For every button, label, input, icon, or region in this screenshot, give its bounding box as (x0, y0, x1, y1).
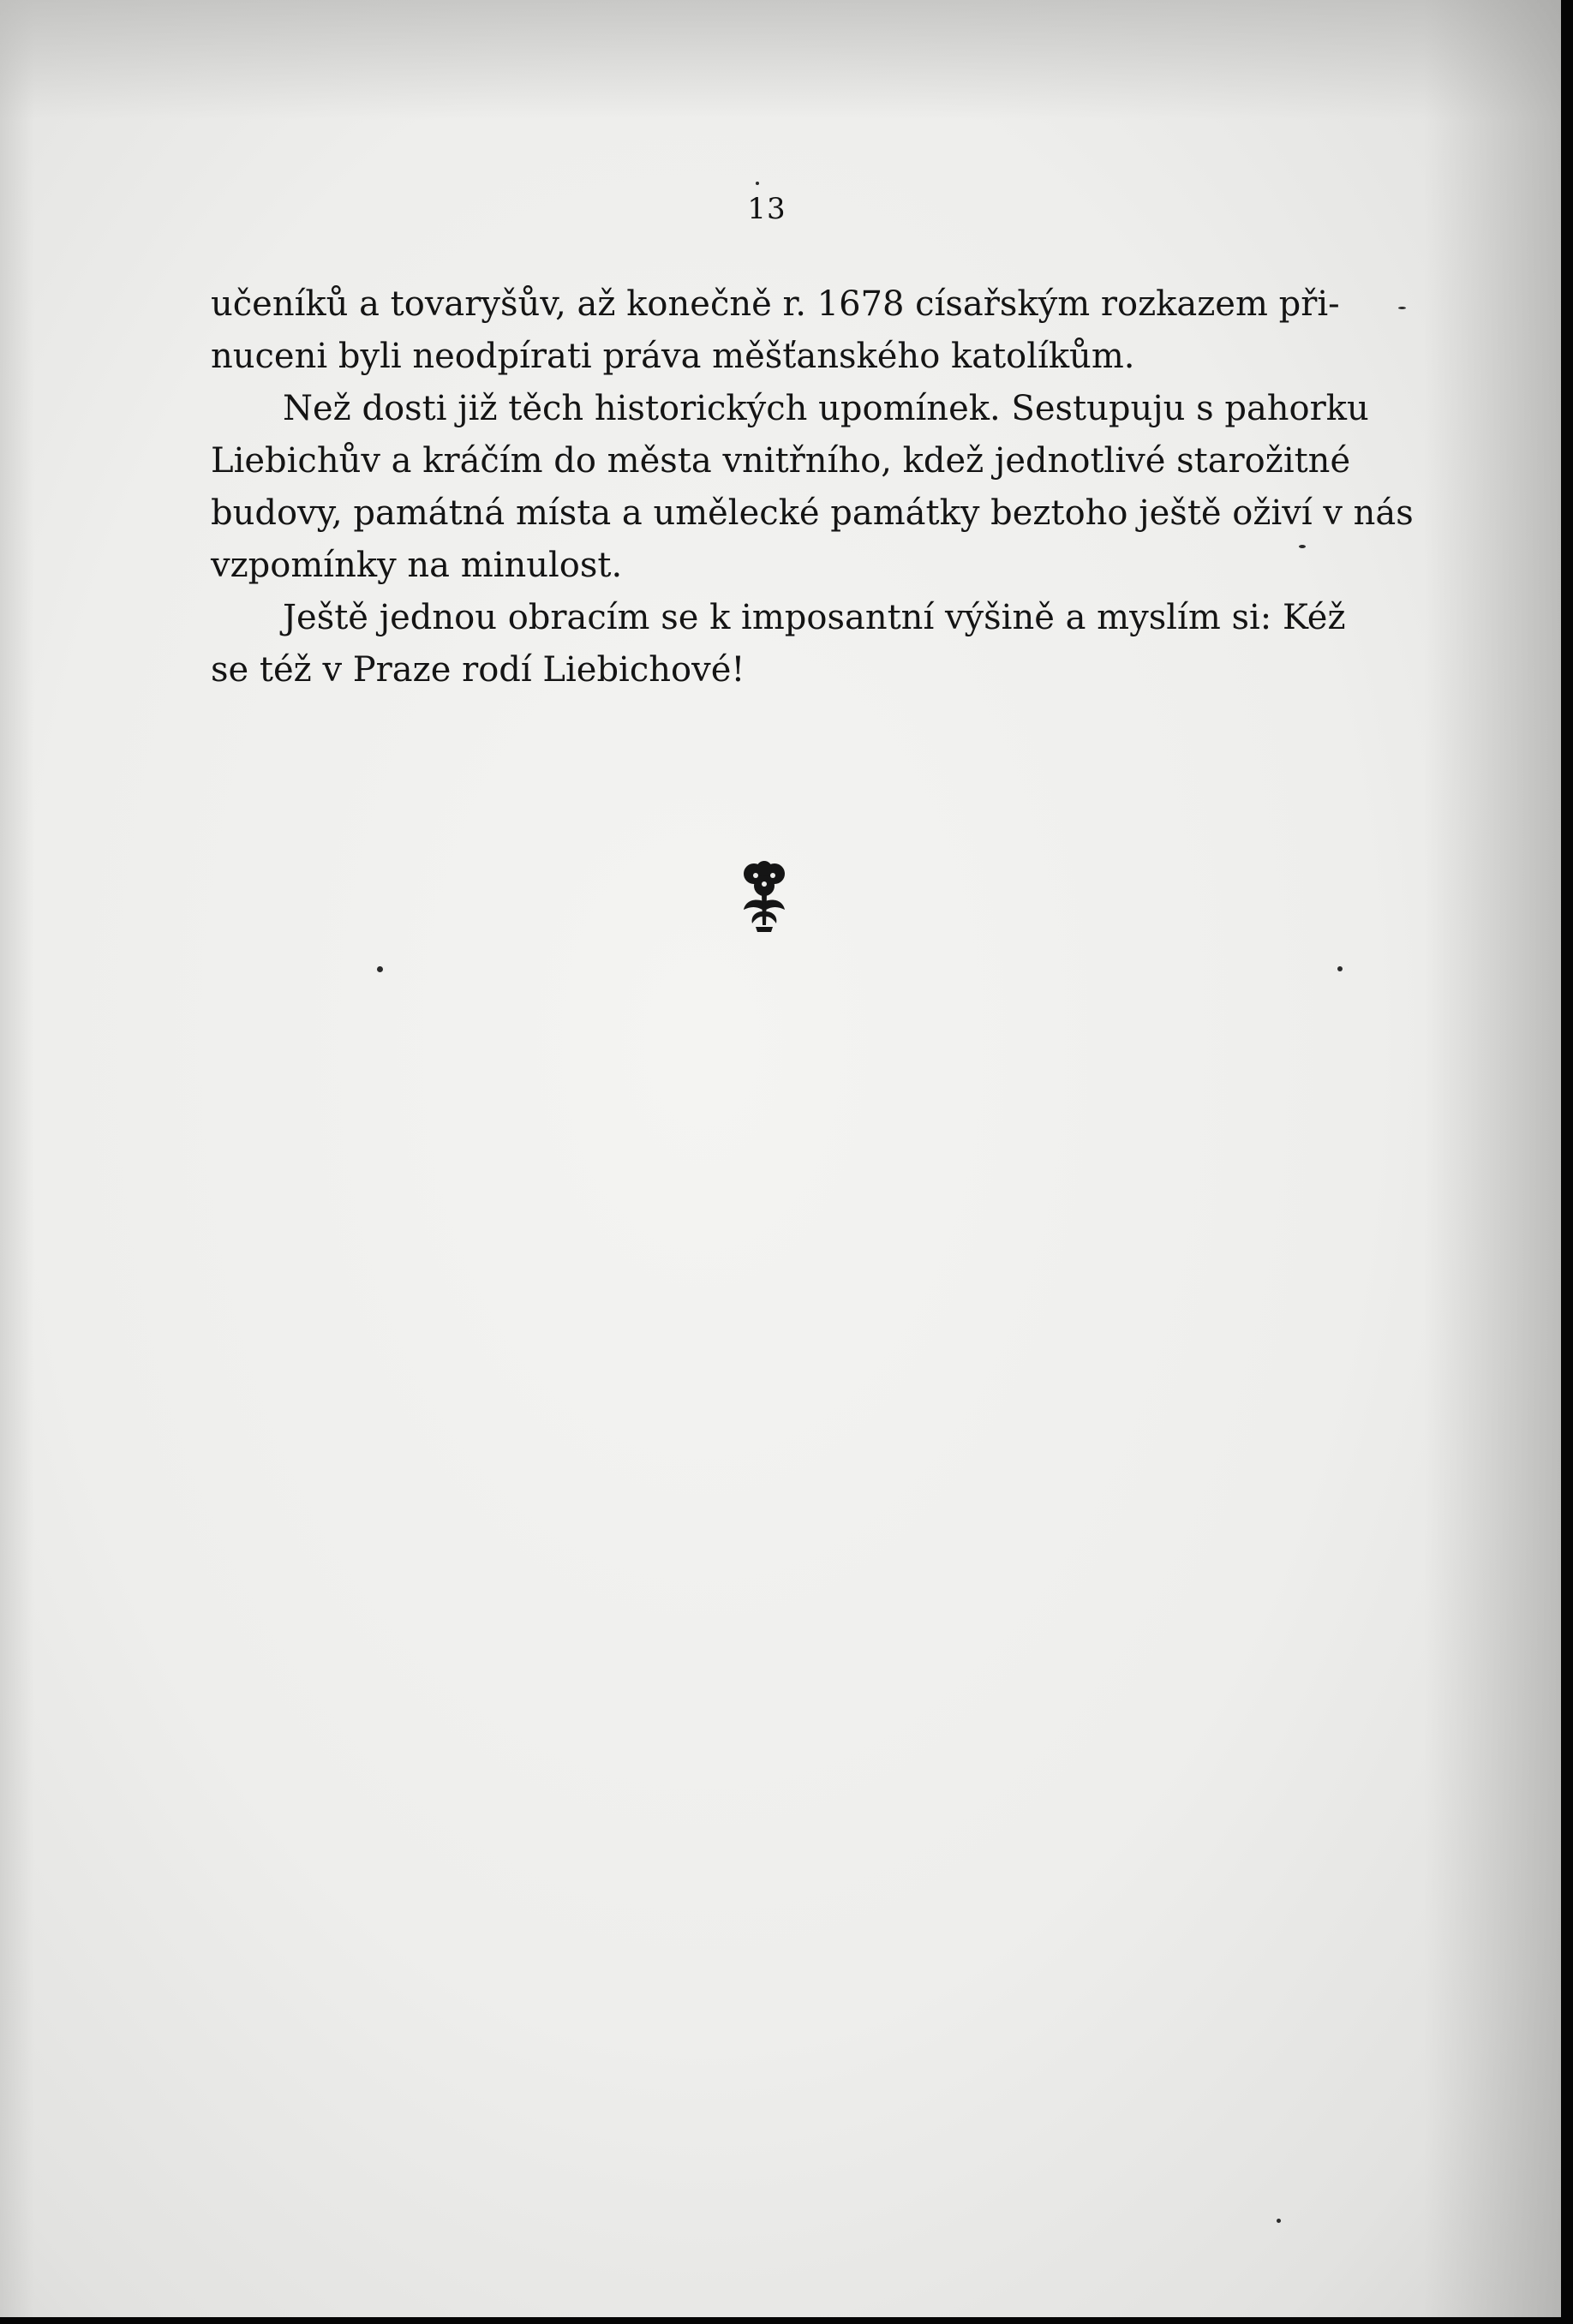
scan-speck (1398, 307, 1406, 309)
text-line: vzpomínky na minulost. (211, 546, 623, 585)
text-line: Liebichův a kráčím do města vnitřního, kdež jednotlivé starožitné (211, 441, 1351, 481)
scan-border-right (1561, 0, 1573, 2324)
scan-speck (1337, 966, 1343, 971)
scan-speck (377, 966, 383, 972)
text-line: se též v Praze rodí Liebichové! (211, 650, 745, 690)
scan-speck (1277, 2219, 1281, 2223)
scan-speck (756, 182, 759, 185)
text-line: učeníků a tovaryšův, až konečně r. 1678 císařským rozkazem při- (211, 284, 1340, 324)
fleuron-icon (730, 858, 798, 935)
scan-speck (1299, 545, 1306, 548)
page-number: 13 (747, 192, 786, 226)
page-shadow-right (1424, 0, 1561, 2317)
page-shadow-left (0, 0, 34, 2317)
paragraph-start-line: Než dosti již těch historických upomínek. Sestupuju s pahorku (283, 389, 1369, 428)
body-text (211, 278, 1414, 696)
page-shadow-top (0, 0, 1561, 120)
text-line: budovy, památná místa a umělecké památky beztoho ještě oživí v nás (211, 493, 1414, 533)
scan-border-bottom (0, 2317, 1573, 2324)
paragraph-start-line: Ještě jednou obracím se k imposantní výšině a myslím si: Kéž (283, 598, 1346, 637)
text-line: nuceni byli neodpírati práva měšťanského katolíkům. (211, 337, 1135, 376)
